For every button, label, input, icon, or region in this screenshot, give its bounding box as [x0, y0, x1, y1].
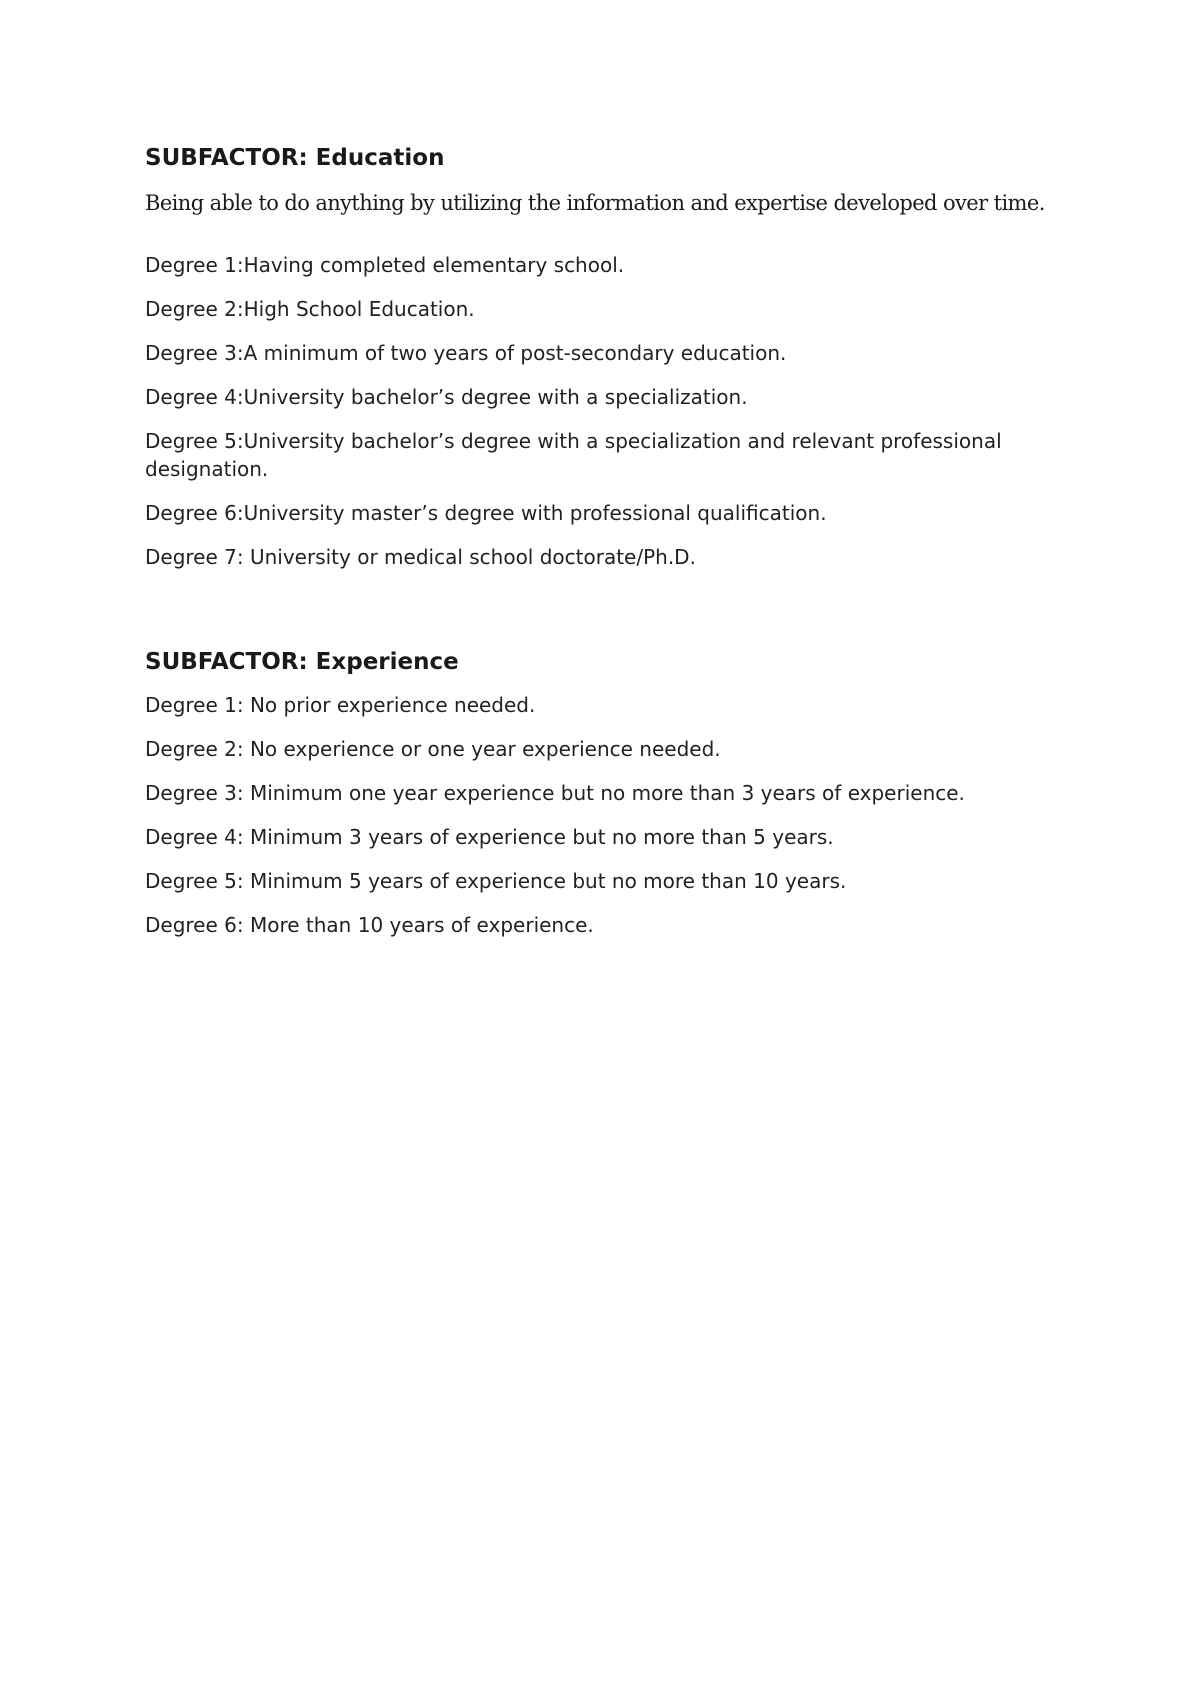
experience-degree-4: Degree 4: Minimum 3 years of experience but no more than 5 years. — [145, 825, 834, 849]
experience-degree-3: Degree 3: Minimum one year experience but no more than 3 years of experience. — [145, 781, 965, 805]
education-degree-6: Degree 6:University master’s degree with professional qualification. — [145, 501, 827, 525]
experience-degree-2: Degree 2: No experience or one year experience needed. — [145, 737, 721, 761]
education-section — [145, 143, 1105, 571]
education-degree-5: Degree 5:University bachelor’s degree with a specialization and relevant professional designation. — [145, 429, 1002, 481]
education-degree-1: Degree 1:Having completed elementary school. — [145, 253, 625, 277]
experience-degree-6: Degree 6: More than 10 years of experience. — [145, 913, 594, 937]
education-degree-7: Degree 7: University or medical school doctorate/Ph.D. — [145, 545, 696, 569]
experience-degree-list — [145, 691, 1105, 939]
experience-degree-1: Degree 1: No prior experience needed. — [145, 693, 536, 717]
education-intro: Being able to do anything by utilizing the information and expertise developed over time. — [145, 191, 1045, 215]
education-degree-list — [145, 251, 1105, 571]
education-degree-4: Degree 4:University bachelor’s degree with a specialization. — [145, 385, 748, 409]
experience-degree-5: Degree 5: Minimum 5 years of experience but no more than 10 years. — [145, 869, 847, 893]
experience-heading: SUBFACTOR: Experience — [145, 649, 459, 675]
experience-section — [145, 647, 1105, 955]
education-degree-3: Degree 3:A minimum of two years of post-secondary education. — [145, 341, 787, 365]
document-body — [145, 143, 1105, 937]
education-degree-2: Degree 2:High School Education. — [145, 297, 475, 321]
education-heading: SUBFACTOR: Education — [145, 145, 445, 171]
